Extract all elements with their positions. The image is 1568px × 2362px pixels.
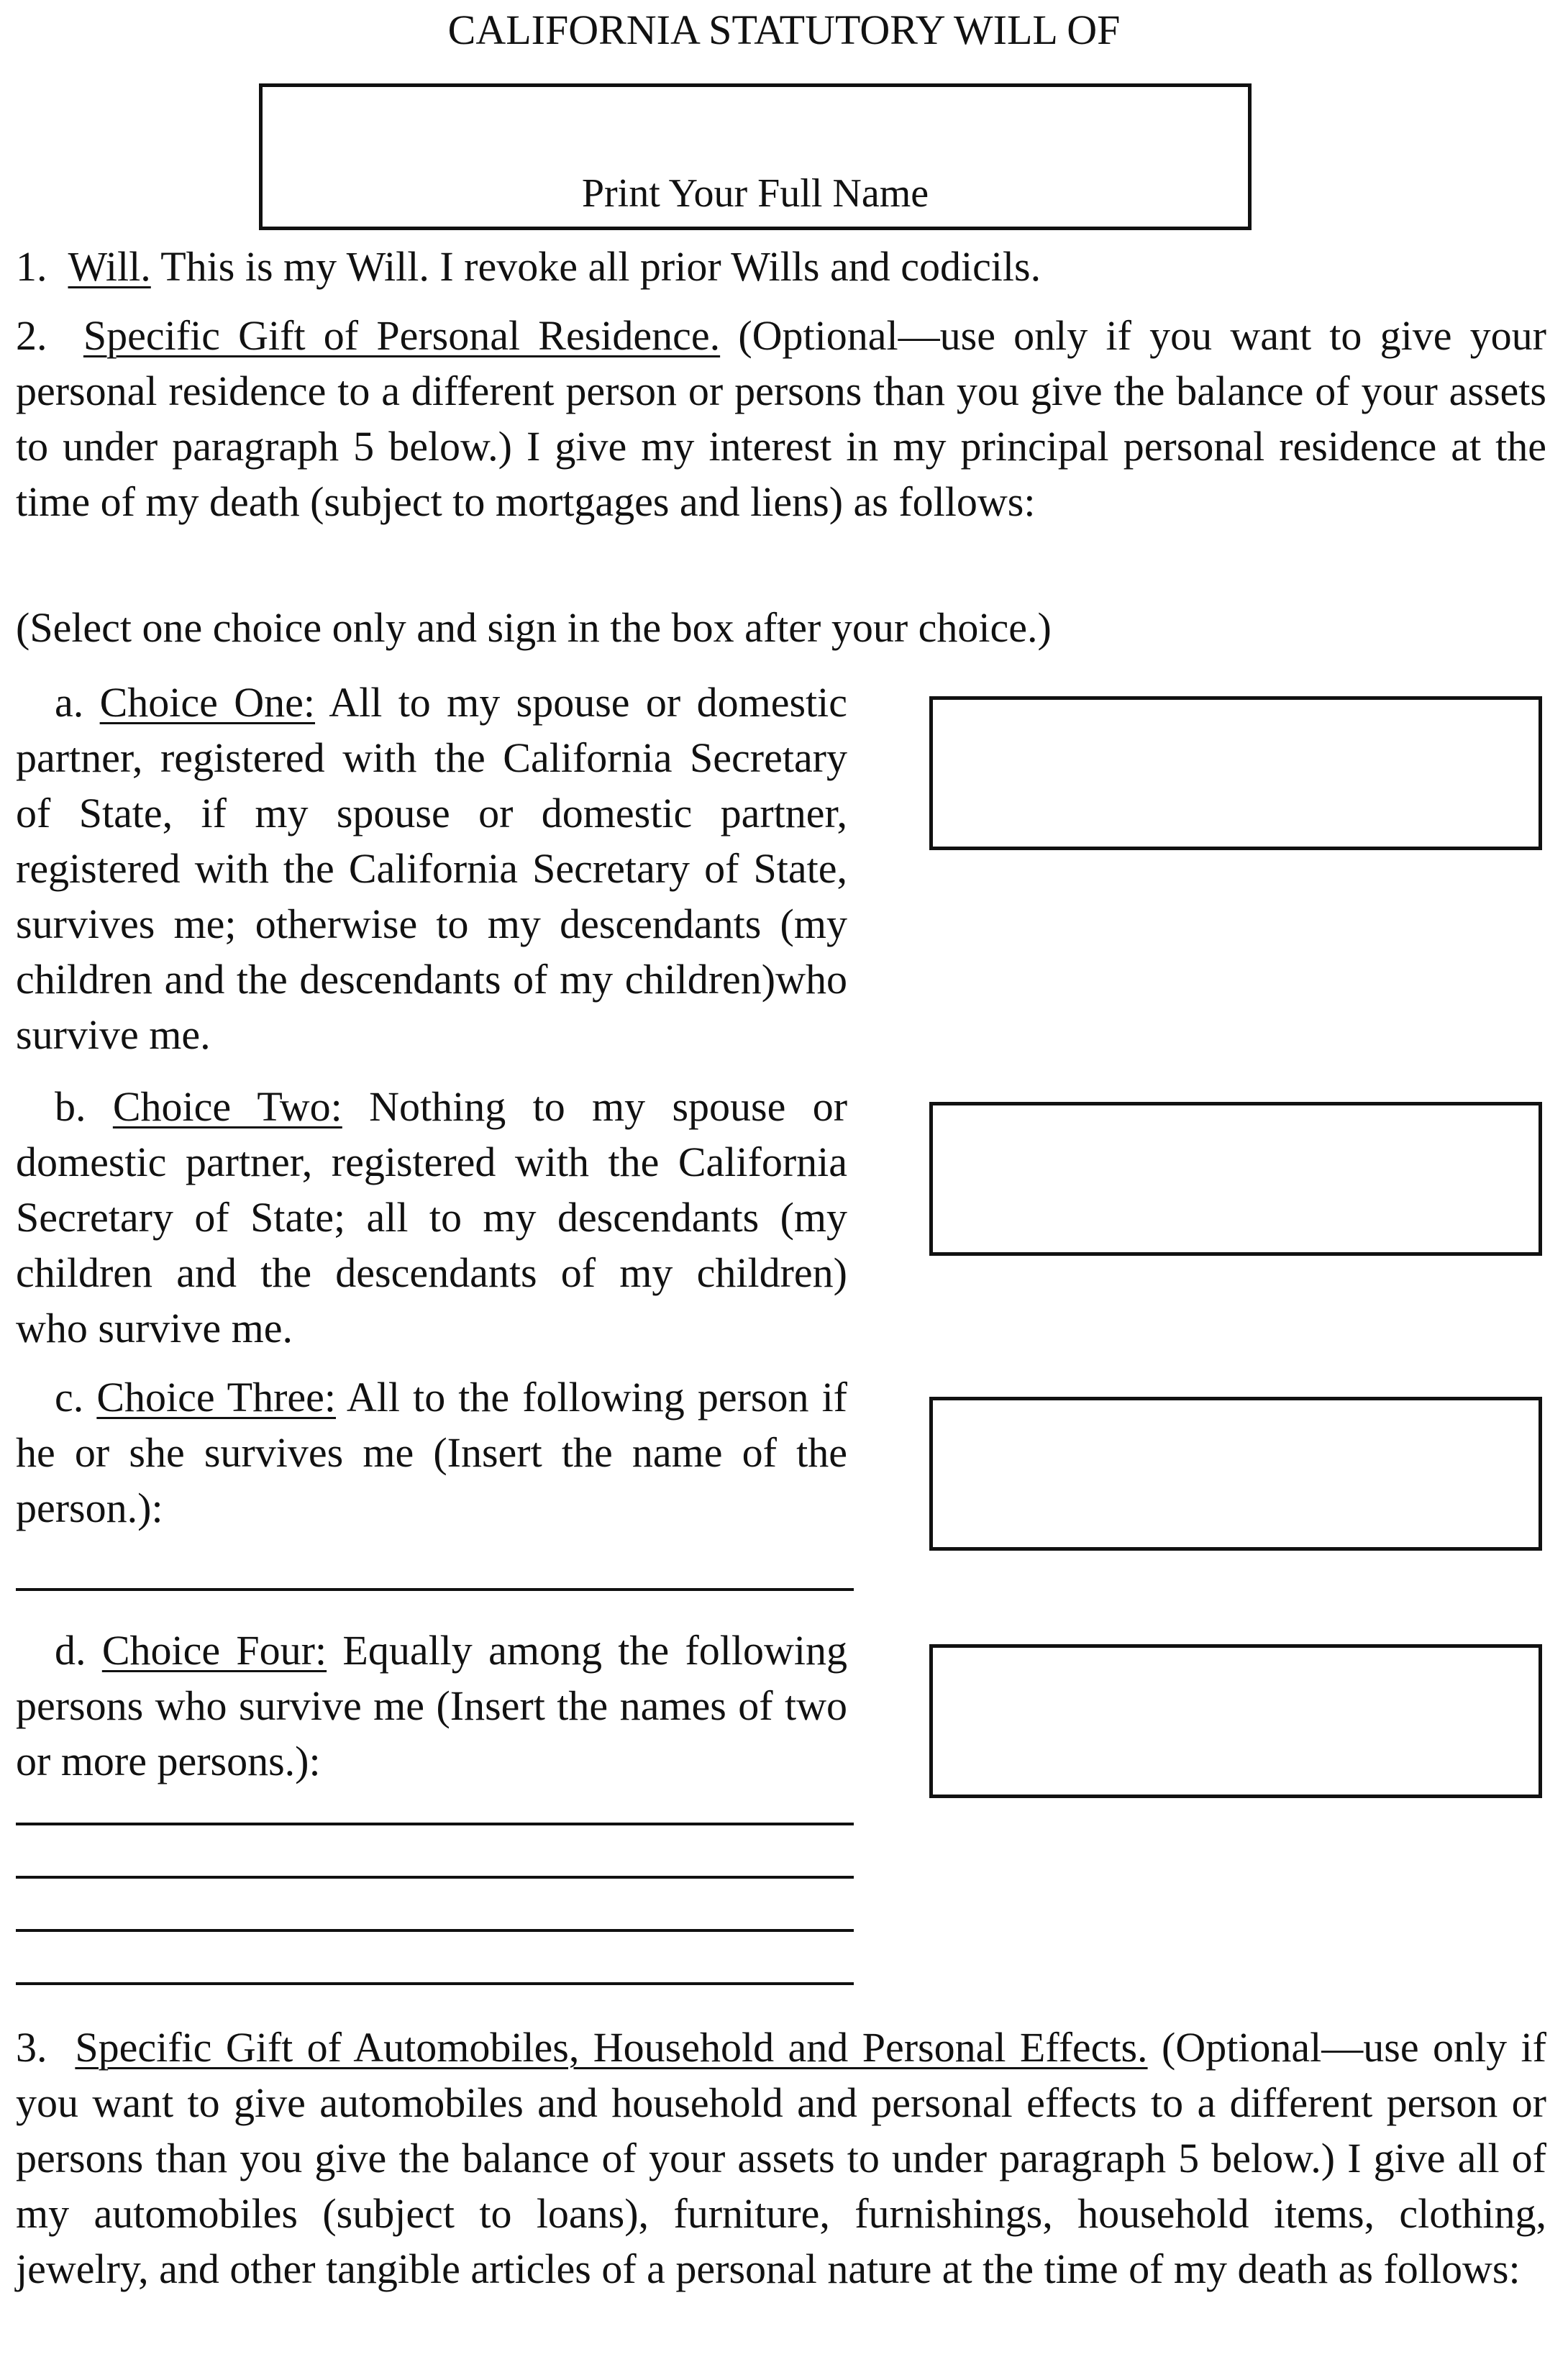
choice-four-name-line-2[interactable] [16, 1876, 854, 1879]
choice-four-letter: d. [55, 1627, 86, 1674]
choice-three [16, 1369, 847, 1536]
choice-four [16, 1623, 847, 1789]
choice-four-text: Equally among the following persons who survive me (Insert the names of two or more persons.): [16, 1627, 847, 1784]
paragraph-3-number: 3. [16, 2024, 47, 2071]
choice-two-signature-box[interactable] [929, 1102, 1542, 1256]
choice-three-heading: Choice Three: [96, 1374, 337, 1421]
choice-three-text: All to the following person if he or she survives me (Insert the name of the person.): [16, 1374, 847, 1531]
choice-four-name-line-4[interactable] [16, 1982, 854, 1985]
choice-one [16, 675, 847, 1062]
choice-four-name-line-1[interactable] [16, 1823, 854, 1825]
paragraph-3 [16, 2020, 1546, 2297]
full-name-field[interactable] [259, 83, 1252, 230]
select-instruction: (Select one choice only and sign in the box after your choice.) [16, 604, 1052, 651]
choice-four-heading: Choice Four: [101, 1627, 327, 1674]
full-name-caption: Print Your Full Name [581, 171, 929, 216]
document-title: CALIFORNIA STATUTORY WILL OF [447, 6, 1121, 53]
choice-one-text: All to my spouse or domestic partner, registered with the California Secretary of State, if my spouse or domestic partner, registered with the California Secretary of State, survives me; otherwise to my descendants (my children and the descendants of my children)who survive me. [16, 679, 848, 1058]
choice-one-signature-box[interactable] [929, 696, 1542, 850]
choice-one-heading: Choice One: [99, 679, 316, 726]
choice-three-signature-box[interactable] [929, 1397, 1542, 1551]
paragraph-3-heading: Specific Gift of Automobiles, Household and Personal Effects. [75, 2024, 1148, 2071]
choice-two-letter: b. [55, 1083, 86, 1130]
choice-one-letter: a. [55, 679, 84, 726]
paragraph-3-text: (Optional—use only if you want to give automobiles and household and personal effects to a different person or persons than you give the balance of your assets to under paragraph 5 below.) I give all of my automobiles (subject to loans), furniture, furnishings, household items, clothing, jewelry, and other tangible articles of a personal nature at the time of my death as follows: [16, 2024, 1546, 2292]
choice-two-heading: Choice Two: [112, 1083, 342, 1130]
paragraph-1-heading: Will. [68, 243, 151, 290]
choice-four-name-line-3[interactable] [16, 1929, 854, 1932]
choice-two [16, 1079, 847, 1356]
paragraph-1-text: This is my Will. I revoke all prior Wills and codicils. [150, 243, 1041, 290]
paragraph-1-number: 1. [16, 243, 47, 290]
paragraph-1 [16, 239, 1546, 294]
choice-three-name-line[interactable] [16, 1588, 854, 1591]
choice-three-letter: c. [55, 1374, 84, 1421]
paragraph-2-number: 2. [16, 312, 47, 359]
paragraph-2 [16, 308, 1546, 529]
choice-four-signature-box[interactable] [929, 1644, 1542, 1798]
paragraph-2-text: (Optional—use only if you want to give your personal residence to a different person or persons than you give the balance of your assets to under paragraph 5 below.) I give my interest in my principal personal residence at the time of my death (subject to mortgages and liens) as follows: [16, 312, 1546, 525]
paragraph-2-heading: Specific Gift of Personal Residence. [83, 312, 721, 359]
choice-two-text: Nothing to my spouse or domestic partner, registered with the California Secretary of State; all to my descendants (my children and the descendants of my children) who survive me. [16, 1083, 848, 1351]
